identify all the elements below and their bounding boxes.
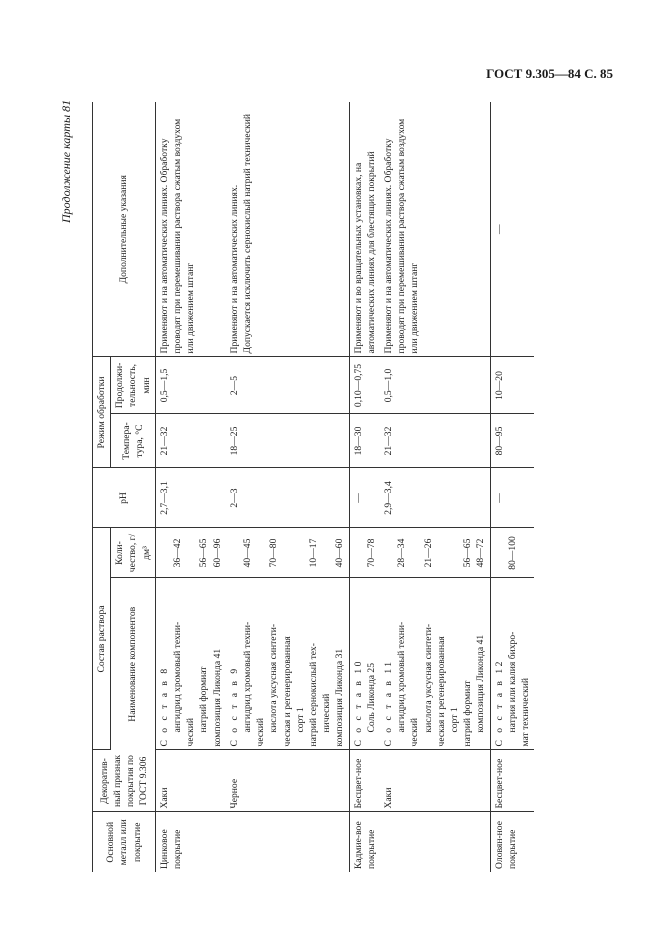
- note-text: Допускается исключить сернокислый натрий технический: [242, 113, 254, 354]
- page-reference: ГОСТ 9.305—84 С. 85: [486, 66, 613, 81]
- cell-decor: Хаки: [380, 750, 490, 812]
- cell-temp: 21—32: [155, 414, 226, 468]
- component-line: ангидрид хромовый техни-: [242, 621, 254, 733]
- amount-value: 70—80: [268, 538, 280, 568]
- component-line: кислота уксусная синтети-: [268, 623, 280, 733]
- amount-value: 10—17: [307, 538, 319, 568]
- component-line: ческая и регенерированная: [281, 636, 293, 747]
- cell-ph: 2,9—3,4: [380, 468, 490, 528]
- cell-components: [490, 578, 534, 750]
- cell-metal: [380, 812, 490, 872]
- table-row: [349, 102, 380, 872]
- component-line: ческий: [409, 717, 421, 747]
- cell-decor: Хаки: [155, 750, 226, 812]
- cell-components: [380, 578, 490, 750]
- composition-title: С о с т а в 12: [493, 659, 505, 747]
- cell-components: [155, 578, 226, 750]
- amount-value: [254, 531, 267, 574]
- amount-value: 60—96: [211, 538, 223, 568]
- amount-value: [281, 531, 294, 574]
- amount-value: [184, 531, 197, 574]
- amount-value: 40—60: [334, 538, 346, 568]
- header-components: Наименование компонентов: [111, 578, 156, 750]
- component-line: ангидрид хромовый техни-: [172, 621, 184, 733]
- note-text: Применяют и на автоматических линиях. Обработку проводят при перемешивании раствора сжатым воздухом или движением штанг: [383, 118, 421, 354]
- composition-title: С о с т а в 11: [383, 659, 395, 747]
- component-line: композиция Ликонда 41: [475, 634, 487, 733]
- cell-components: [226, 578, 349, 750]
- component-line: сорт 1: [449, 707, 461, 733]
- header-metal: Основной металл или покрытие: [93, 812, 156, 872]
- cell-ph: —: [349, 468, 380, 528]
- component-line: натрий формиат: [198, 666, 210, 733]
- note-text: —: [493, 224, 505, 235]
- cell-metal: Цинковое покрытие: [155, 812, 226, 872]
- cell-temp: 18—25: [226, 414, 349, 468]
- cell-metal: [226, 812, 349, 872]
- amount-value: 56—65: [198, 538, 210, 568]
- cell-metal: Кадмие-вое покрытие: [349, 812, 380, 872]
- amount-value: 80—100: [506, 536, 518, 570]
- cell-temp: 80—95: [490, 414, 534, 468]
- component-line: композиция Ликонда 41: [211, 648, 223, 747]
- cell-temp: 18—30: [349, 414, 380, 468]
- table-row: [380, 102, 490, 872]
- amount-value: [435, 531, 448, 574]
- cell-amount: [490, 528, 534, 578]
- amount-value: 21—26: [422, 538, 434, 568]
- header-temp: Темпера-тура, °С: [111, 414, 156, 468]
- cell-decor: Черное: [226, 750, 349, 812]
- table-body: [155, 102, 534, 872]
- header-amount: Коли-чество, г/дм³: [111, 528, 156, 578]
- amount-value: [352, 531, 365, 574]
- component-line: сорт 1: [294, 707, 306, 733]
- header-duration: Продолжи-тельность, мин: [111, 357, 156, 414]
- component-line: мат технический: [520, 677, 532, 747]
- amount-value: 48—72: [475, 538, 487, 568]
- amount-value: [158, 531, 171, 574]
- component-line: нический: [321, 693, 333, 733]
- amount-value: 28—34: [396, 538, 408, 568]
- cell-notes: [490, 102, 534, 357]
- cell-ph: —: [490, 468, 534, 528]
- component-line: кислота уксусная синтети-: [422, 623, 434, 733]
- cell-ph: 2,7—3,1: [155, 468, 226, 528]
- component-line: натрий сернокислый тех-: [308, 643, 320, 747]
- amount-value: 70—78: [365, 538, 377, 568]
- continuation-caption: [58, 99, 78, 223]
- cell-metal: Оловян-ное покрытие: [490, 812, 534, 872]
- cell-notes: [155, 102, 226, 357]
- cell-duration: 10—20: [490, 357, 534, 414]
- amount-value: [408, 531, 421, 574]
- cell-components: [349, 578, 380, 750]
- cell-duration: 0,5—1,0: [380, 357, 490, 414]
- amount-value: 36—42: [172, 538, 183, 568]
- cell-decor: Бесцвет-ное: [349, 750, 380, 812]
- composition-title: С о с т а в 9: [228, 666, 240, 747]
- table-row: [490, 102, 534, 872]
- note-text: Применяют и на автоматических линиях.: [228, 184, 240, 354]
- cell-ph: 2—3: [226, 468, 349, 528]
- amount-value: [294, 531, 307, 574]
- table-row: [226, 102, 349, 872]
- cell-duration: 2—5: [226, 357, 349, 414]
- rotated-table-container: [92, 102, 532, 872]
- header-solution: Состав раствора: [93, 528, 111, 750]
- amount-value: [448, 531, 461, 574]
- component-line: композиция Ликонда 31: [334, 648, 346, 747]
- cell-notes: [380, 102, 490, 357]
- amount-value: 40—45: [242, 538, 254, 568]
- cell-amount: [380, 528, 490, 578]
- cell-amount: [226, 528, 349, 578]
- composition-title: С о с т а в 8: [158, 666, 170, 747]
- table-row: [155, 102, 226, 872]
- amount-value: [228, 531, 241, 574]
- component-line: натрия или калия бихро-: [506, 631, 518, 733]
- cell-duration: 0,5—1,5: [155, 357, 226, 414]
- amount-value: [493, 531, 506, 574]
- component-line: натрий формиат: [462, 680, 474, 747]
- header-notes: Дополнительные указания: [93, 102, 156, 357]
- cell-duration: 0,10—0,75: [349, 357, 380, 414]
- note-text: Применяют и во вращательных установках, на автоматических линиях для блестящих покрытий: [352, 151, 377, 354]
- cell-amount: [155, 528, 226, 578]
- composition-title: С о с т а в 10: [352, 659, 364, 747]
- cell-decor: Бесцвет-ное: [490, 750, 534, 812]
- cell-temp: 21—32: [380, 414, 490, 468]
- cell-notes: [349, 102, 380, 357]
- component-line: Соль Ликонда 25: [365, 662, 377, 733]
- header-ph: pH: [93, 468, 156, 528]
- cell-amount: [349, 528, 380, 578]
- component-line: ангидрид хромовый техни-: [396, 621, 408, 733]
- amount-value: [320, 531, 333, 574]
- amount-value: 56—65: [462, 538, 474, 568]
- component-line: ческий: [255, 717, 267, 747]
- cell-notes: [226, 102, 349, 357]
- component-line: ческий: [185, 717, 197, 747]
- continuation-caption-text: Продолжение карты 81: [59, 99, 73, 223]
- amount-value: [382, 531, 395, 574]
- treatment-table: [92, 102, 534, 872]
- component-line: ческая и регенерированная: [435, 636, 447, 747]
- header-mode: Режим обработки: [93, 357, 111, 468]
- note-text: Применяют и на автоматических линиях. Обработку проводят при перемешивании раствора сжатым воздухом или движением штанг: [158, 118, 197, 354]
- header-decor: Декоратив-ный признак покрытия по ГОСТ 9.306: [93, 750, 156, 812]
